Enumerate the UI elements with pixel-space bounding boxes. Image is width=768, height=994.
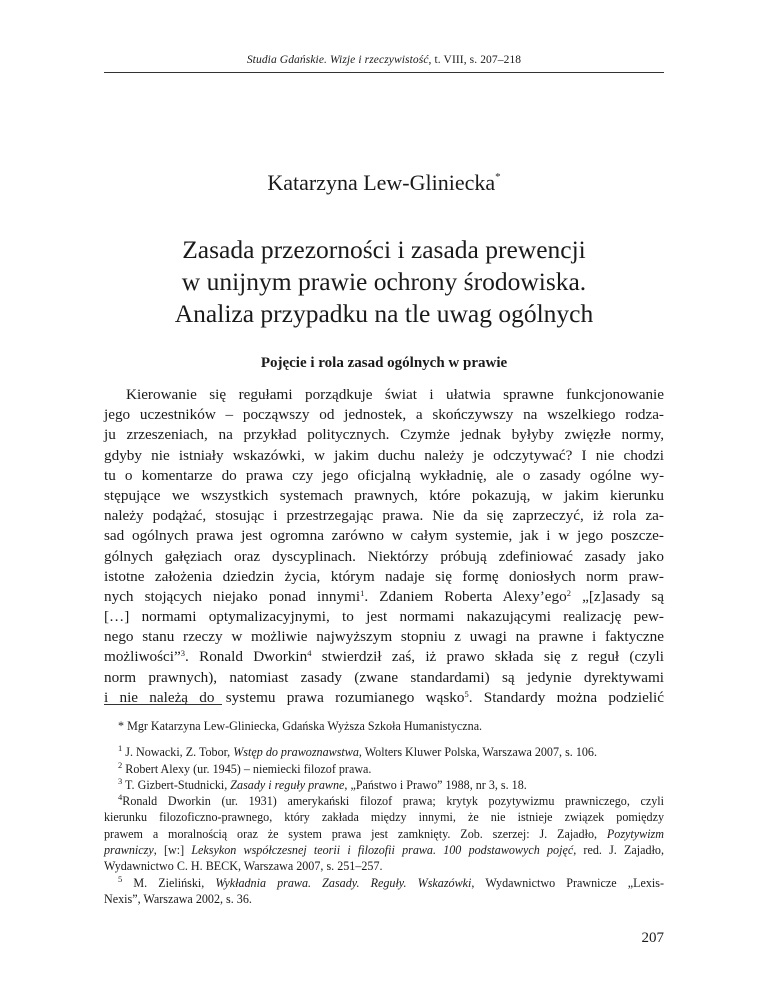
footnote-4-line: Wydawnictwo C. H. BECK, Warszawa 2007, s. 251–257.: [104, 859, 383, 874]
footnote-ref: 4: [307, 648, 312, 659]
footnote-1: [104, 744, 664, 760]
header-rule: [104, 72, 664, 73]
footnote-text: Ronald Dworkin (ur. 1931) amerykański filozof prawa; krytyk pozytywizmu prawniczego, czyli: [122, 794, 664, 809]
body-line: tu o komentarze do prawa czy jego oficjalną wykładnię, ale o zasady ogólne wy-: [104, 466, 664, 484]
footnote-rule: [104, 704, 222, 705]
body-line: [104, 587, 664, 607]
body-line: istotne założenia dziedzin życia, którym nadaje się formę doniosłych norm praw-: [104, 567, 664, 585]
footnote-text: , „Państwo i Prawo” 1988, nr 3, s. 18.: [344, 777, 527, 792]
footnote-number: 1: [118, 743, 123, 754]
footnote-italic: Wykładnia prawa. Zasady. Reguły. Wskazówki: [215, 875, 472, 890]
footnote-author: * Mgr Katarzyna Lew-Gliniecka, Gdańska Wyższa Szkoła Humanistyczna.: [118, 719, 483, 733]
footnote-5: [104, 875, 664, 891]
footnote-5-line: Nexis”, Warszawa 2002, s. 36.: [104, 891, 252, 906]
title-line: Zasada przezorności i zasada prewencji: [182, 235, 586, 264]
body-text: . Zdaniem Roberta Alexy’ego: [364, 587, 567, 605]
footnote-text: , Wolters Kluwer Polska, Warszawa 2007, s. 106.: [358, 745, 597, 760]
footnote-2: [104, 761, 664, 777]
footnote-text: , Wydawnictwo Prawnicze „Lexis-: [471, 875, 664, 890]
body-line: stępujące we wszystkich systemach prawnych, które pokazują, w jakim kierunku: [104, 486, 664, 504]
body-line: sad ogólnych prawa jest ogromna zarówno w całym systemie, jak i w jego poszcze-: [104, 527, 664, 545]
body-paragraph: [104, 385, 664, 708]
footnote-4-line: kierunku filozoficzno-prawnego, który zakłada między innymi, że nie istnieje związek pomiędzy: [104, 810, 664, 825]
author-footnote-mark: *: [495, 171, 501, 183]
footnote-number: 3: [118, 775, 123, 786]
footnote-text: prawem a moralnością oraz że system prawa jest zamknięty. Zob. szerzej: J. Zajadło,: [104, 826, 607, 841]
body-line: Kierowanie się regułami porządkuje świat i ułatwia sprawne funkcjonowanie: [126, 386, 664, 403]
body-line: [104, 647, 664, 667]
footnote-3: [104, 777, 664, 793]
section-heading: Pojęcie i rola zasad ogólnych w prawie: [260, 355, 508, 371]
footnote-number: 5: [118, 873, 123, 884]
body-text: stwierdził zaś, iż prawo składa się z reguł (czyli: [311, 648, 664, 666]
body-line: nego stanu rzeczy w możliwie najwyższym stopniu z uwagi na prawne i faktyczne: [104, 628, 664, 646]
body-text: „[z]asady są: [570, 587, 664, 605]
page-number: 207: [641, 930, 664, 946]
footnote-4-line: [104, 842, 664, 858]
body-line: ju zrzeszeniach, na przykład politycznych. Czymże jednak byłyby zwięzłe normy,: [104, 426, 664, 444]
footnotes: [104, 718, 664, 907]
body-line: norm prawnych), natomiast zasady (zwane standardami) są jedynie dyrektywami: [104, 668, 664, 686]
footnote-italic: Zasady i reguły prawne: [230, 777, 345, 792]
footnote-number: 4: [118, 792, 123, 803]
footnote-ref: 5: [464, 688, 469, 699]
footnote-italic: prawniczy: [104, 843, 154, 858]
body-line: gólnych gałęziach oraz dyscyplinach. Niektórzy próbują zdefiniować zasady jako: [104, 547, 664, 565]
footnote-text: T. Gizbert-Studnicki,: [122, 777, 231, 792]
footnote-italic: Wstęp do prawoznawstwa: [233, 745, 359, 760]
footnote-ref: 3: [180, 648, 186, 659]
body-line: gdyby nie istniały wskazówki, w jakim duchu należy je odczytywać? I nie chodzi: [104, 446, 664, 464]
body-line: […] normami optymalizacyjnymi, to jest normami nakazującymi realizację pew-: [104, 608, 664, 626]
footnote-4-line: [104, 826, 664, 842]
footnote-text: J. Nowacki, Z. Tobor,: [122, 745, 234, 760]
author-name: Katarzyna Lew-Gliniecka: [267, 170, 496, 195]
footnote-4: [104, 793, 664, 809]
footnote-italic: Leksykon współczesnej teorii i filozofii prawa. 100 podstawowych pojęć: [191, 843, 574, 858]
footnote-ref: 1: [360, 587, 365, 598]
body-text: nych stojących niejako ponad innymi: [104, 587, 361, 605]
title-line: w unijnym prawie ochrony środowiska.: [181, 267, 587, 296]
article-title: [0, 234, 768, 330]
footnote-text: , red. J. Zajadło,: [573, 843, 665, 858]
body-line: jego uczestników – począwszy od jednostek, a skończywszy na wszelkiego rodza-: [104, 406, 664, 424]
running-head: [0, 54, 768, 66]
footnote-number: 2: [118, 759, 123, 770]
footnote-ref: 2: [566, 587, 571, 598]
title-line: Analiza przypadku na tle uwag ogólnych: [174, 299, 594, 328]
footnote-text: M. Zieliński,: [122, 875, 216, 890]
journal-volume-pages: , t. VIII, s. 207–218: [428, 54, 522, 66]
body-text: możliwości”: [104, 648, 181, 666]
journal-title: Studia Gdańskie. Wizje i rzeczywistość: [246, 54, 429, 66]
footnote-text: Robert Alexy (ur. 1945) – niemiecki filozof prawa.: [122, 761, 372, 776]
author: [0, 170, 768, 196]
footnote-italic: Pozytywizm: [606, 826, 664, 841]
footnote-text: , [w:]: [153, 843, 192, 858]
body-text: i nie należą do systemu prawa rozumianego wąsko: [104, 688, 465, 706]
body-text: . Standardy można podzielić: [468, 688, 664, 706]
body-line: należy podążać, stosując i przestrzegając prawa. Nie da się zaprzeczyć, iż rola za-: [104, 507, 664, 525]
body-text: . Ronald Dworkin: [185, 648, 308, 666]
